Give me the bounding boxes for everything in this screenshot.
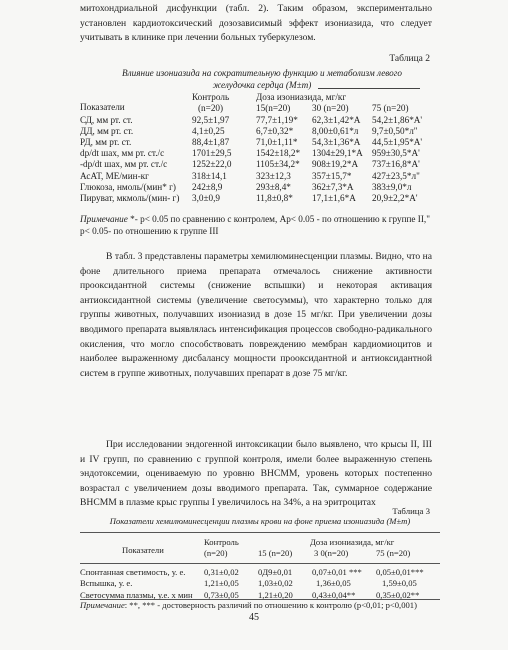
table-3-header-dose: Доза изониазида, мг/кг — [310, 537, 395, 547]
table-2-note-text: *- р< 0.05 по сравнению с контролем, Ар< 0.05 - по отношению к группе II," р< 0.05- по отношению к группе III — [80, 214, 430, 236]
table-2-row-name: Глюкоза, нмоль/(мин* г) — [80, 182, 176, 192]
table-3-note — [80, 600, 417, 610]
table-2-cell: 1701±29,5 — [192, 148, 232, 158]
table-2-label: Таблица 2 — [389, 54, 430, 64]
table-2-cell: 3,0±0,9 — [192, 193, 221, 203]
table-3-header-control-n: (n=20) — [204, 548, 228, 558]
table-2-note-label: Примечание — [80, 214, 128, 224]
table-3-cell: 0,35±0,02** — [376, 590, 420, 600]
table-2-cell: 383±9,0*л — [372, 182, 412, 192]
table-3-row-name: Вспышка, у. е. — [80, 578, 133, 588]
table-2-cell: 318±14,1 — [192, 171, 227, 181]
table-2-cell: 88,4±1,87 — [192, 137, 230, 147]
table-3-header-indicator: Показатели — [122, 545, 164, 555]
table-2-cell: 242±8,9 — [192, 182, 223, 192]
table-3-header-control: Контроль — [204, 537, 239, 547]
table-3-cell: 0,31±0,02 — [204, 567, 239, 577]
table-3-cell: 1,36±0,05 — [316, 578, 351, 588]
table-2-cell: 62,3±1,42*А — [312, 115, 361, 125]
table-2-header-dose: Доза изониазида, мг/кг — [256, 92, 347, 102]
table-2-cell: 959±30,5*А' — [372, 148, 420, 158]
table-3-title: Показатели хемилюминесценции плазмы крови на фоне приема изониазида (M±m) — [109, 516, 411, 526]
table-2-cell: 4,1±0,25 — [192, 126, 225, 136]
table-2-row-name: СД, мм рт. ст. — [80, 115, 133, 125]
table-2-cell: 293±8,4* — [256, 182, 291, 192]
table-3-note-text: : **, *** - достоверность различий по отношению к контролю (р<0,01; р<0,001) — [124, 600, 417, 610]
table-2-header-d75: 75 (n=20) — [372, 103, 409, 113]
table-2-cell: 362±7,3*А — [312, 182, 354, 192]
table-2-cell: 8,00±0,61*л — [312, 126, 359, 136]
page-number: 45 — [249, 612, 259, 623]
table-2-cell: 17,1±1,6*А — [312, 193, 356, 203]
table-3-cell: 1,59±0,05 — [382, 578, 417, 588]
table-3-row-name: Светосумма плазмы, у.е. х мин — [80, 590, 193, 600]
table-2-cell: 92,5±1,97 — [192, 115, 230, 125]
table-2-header-control-n: (n=20) — [198, 103, 224, 113]
paragraph-2: В табл. 3 представлены параметры хемилюминесценции плазмы. Видно, что на фоне длительного приема препарата отмечалось снижение активности прооксидантной системы (снижение вспышки) и некоторая активация антиоксидантной системы (увеличение светосуммы), что характерно только для группы животных, получавших изониазид в дозе 15 мг/кг. При увеличении дозы вводимого препарата выявлялась интенсификация процессов свободно-радикального окисления, что могло способствовать повреждению мембран кардиомиоцитов и наиболее выраженному дисбалансу мощности прооксидантной и антиоксидантной систем в группе животных, получавших препарат в дозе 75 мг/кг. — [80, 251, 432, 379]
table-2-cell: 737±16,8*А' — [372, 159, 420, 169]
table-3-header-rule — [80, 563, 440, 564]
table-2-cell: 908±19,2*А — [312, 159, 359, 169]
table-3-cell: 1,21±0,05 — [204, 578, 239, 588]
table-3-cell: 1,03±0,02 — [258, 578, 293, 588]
table-2-cell: 54,2±1,86*А' — [372, 115, 423, 125]
table-3-note-label: Примечание — [80, 600, 125, 610]
table-3-top-rule — [80, 532, 440, 533]
table-2-row-name: Пируват, мкмоль/(мин- г) — [80, 193, 180, 203]
table-3-cell: 0,05±0,01*** — [376, 567, 424, 577]
paragraph-3: При исследовании эндогенной интоксикации было выявлено, что крысы II, III и IV групп, по сравнению с группой контроля, имели более выраженную степень эндотоксемии, оцениваемую по уровню ВНСММ, уровень которых постепенно возрастал с увеличением дозы вводимого препарата. Так, суммарное содержание ВНСММ в плазме крыс группы I увеличилось на 34%, а на эритроцитах — [80, 439, 432, 509]
table-2-cell: 323±12,3 — [256, 171, 291, 181]
table-2-header-indicator: Показатели — [80, 102, 125, 112]
table-2-cell: 357±15,7* — [312, 171, 352, 181]
table-2-cell: 20,9±2,2*А' — [372, 193, 418, 203]
table-3-row-name: Спонтанная светимость, у. е. — [80, 567, 186, 577]
table-2-row-name: РД, мм рт. ст. — [80, 137, 132, 147]
table-2-row-name: ДД, мм рт. ст. — [80, 126, 134, 136]
table-2-cell: 427±23,5*л" — [372, 171, 420, 181]
table-2-cell: 77,7±1,19* — [256, 115, 298, 125]
table-3-label: Таблица 3 — [392, 506, 430, 516]
table-2-cell: 71,0±1,11* — [256, 137, 298, 147]
paragraph-1: митохондриальной дисфункции (табл. 2). Таким образом, экспериментально установлен кардиотоксический дозозависимый эффект изониазида, что следует учитывать в клинике при лечении больных туберкулезом. — [80, 3, 432, 44]
table-3-header-d15: 15 (n=20) — [258, 548, 293, 558]
table-3-cell: 0,07±0,01 *** — [312, 567, 362, 577]
table-2-header-rule — [318, 88, 420, 89]
table-2-cell: 1105±34,2* — [256, 159, 300, 169]
table-2-cell: 9,7±0,50*л" — [372, 126, 418, 136]
table-2-title: Влияние изониазида на сократительную функцию и метаболизм левого желудочка сердца (M±m) — [122, 68, 402, 90]
table-3-cell: 0,43±0,04** — [312, 590, 356, 600]
table-2-note — [80, 214, 430, 237]
table-3-header-d30: 3 0(n=20) — [314, 548, 349, 558]
table-3-header-d75: 75 (n=20) — [376, 548, 411, 558]
table-2-cell: 1542±18,2* — [256, 148, 301, 158]
table-2-cell: 54,3±1,36*А — [312, 137, 361, 147]
table-3-cell: 0,73±0,05 — [204, 590, 239, 600]
table-3-cell: 0Д9±0,01 — [258, 567, 293, 577]
table-2-cell: 6,7±0,32* — [256, 126, 294, 136]
table-3-cell: 1,21±0,20 — [258, 590, 293, 600]
table-2-header-d30: 30 (n=20) — [312, 103, 349, 113]
table-2-cell: 1252±22,0 — [192, 159, 232, 169]
table-2-header-d15: 15(n=20) — [256, 103, 291, 113]
table-2-row-name: dp/dt шах, мм рт. ст./с — [80, 148, 165, 158]
table-2-row-name: -dp/dt шах, мм рт. ст./с — [80, 159, 168, 169]
table-2-row-name: АсАТ, МЕ/мин-кг — [80, 171, 149, 181]
table-2-cell: 44,5±1,95*А' — [372, 137, 423, 147]
table-2-header-control: Контроль — [192, 92, 230, 102]
table-2-cell: 1304±29,1*А — [312, 148, 363, 158]
table-2-cell: 11,8±0,8* — [256, 193, 293, 203]
